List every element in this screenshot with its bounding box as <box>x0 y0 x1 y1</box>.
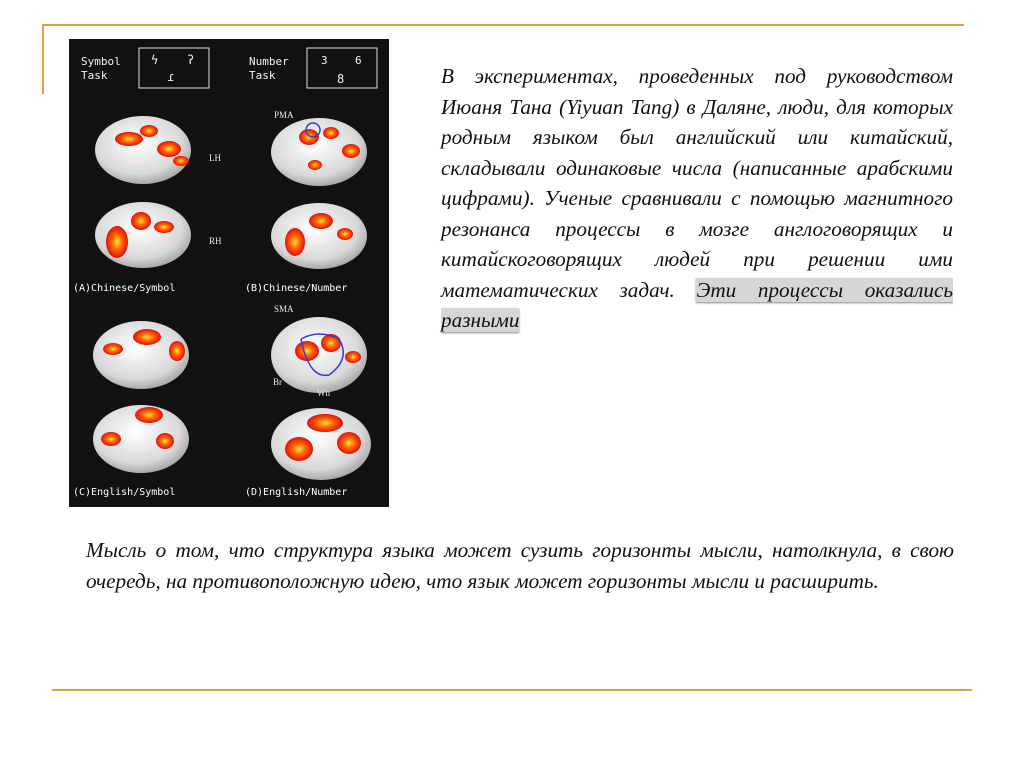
experiment-paragraph <box>441 61 953 336</box>
highlighted-conclusion: Эти процессы оказались разными <box>441 277 954 332</box>
brain-d-rh <box>271 408 371 480</box>
top-border <box>42 24 964 26</box>
brain-a-rh <box>95 202 191 268</box>
left-border <box>42 24 44 94</box>
bottom-border <box>52 689 972 691</box>
caption-d: (D)English/Number <box>245 487 348 498</box>
language-thought-paragraph: Мысль о том, что структура языка может сузить горизонты мысли, натолкнула, в свою очередь, на противоположную идею, что язык может горизонты мысли и расширить. <box>86 538 954 593</box>
symbol-glyph-2: ʔ <box>187 53 195 67</box>
br-label: Br <box>273 377 282 387</box>
caption-b: (B)Chinese/Number <box>245 283 348 294</box>
sma-label: SMA <box>274 304 294 314</box>
brain-d-lh <box>271 317 367 393</box>
symbol-glyph-3: ɾ <box>167 70 175 84</box>
symbol-glyph-1: ϟ <box>151 53 159 67</box>
wn-label: Wn <box>317 388 330 398</box>
number-task-label-2: Task <box>249 69 276 82</box>
lh-label: LH <box>209 153 221 163</box>
number-digit-3: 8 <box>337 72 345 86</box>
caption-c: (C)English/Symbol <box>73 487 176 498</box>
brain-c-rh <box>93 405 189 473</box>
number-digit-2: 6 <box>355 54 362 67</box>
brain-c-lh <box>93 321 189 389</box>
experiment-text: В экспериментах, проведенных под руководством Июаня Тана (Yiyuan Tang) в Даляне, люди, для которых родным языком был английский или китайский, складывали одинаковые числа (написанные арабскими цифрами). Ученые сравнивали с помощью магнитного резонанса процессы в мозге англоговорящих и китайскоговорящих людей при решении ими математических задач. <box>441 64 953 302</box>
brain-b-lh <box>271 118 367 186</box>
caption-a: (A)Chinese/Symbol <box>73 283 176 294</box>
brain-fmri-figure <box>69 39 389 507</box>
brain-b-rh <box>271 203 367 269</box>
symbol-task-label: Symbol <box>81 55 121 68</box>
symbol-task-label-2: Task <box>81 69 108 82</box>
brain-a-lh <box>95 116 191 184</box>
number-task-label: Number <box>249 55 289 68</box>
number-digit-1: 3 <box>321 54 328 67</box>
rh-label: RH <box>209 236 222 246</box>
pma-label: PMA <box>274 110 294 120</box>
